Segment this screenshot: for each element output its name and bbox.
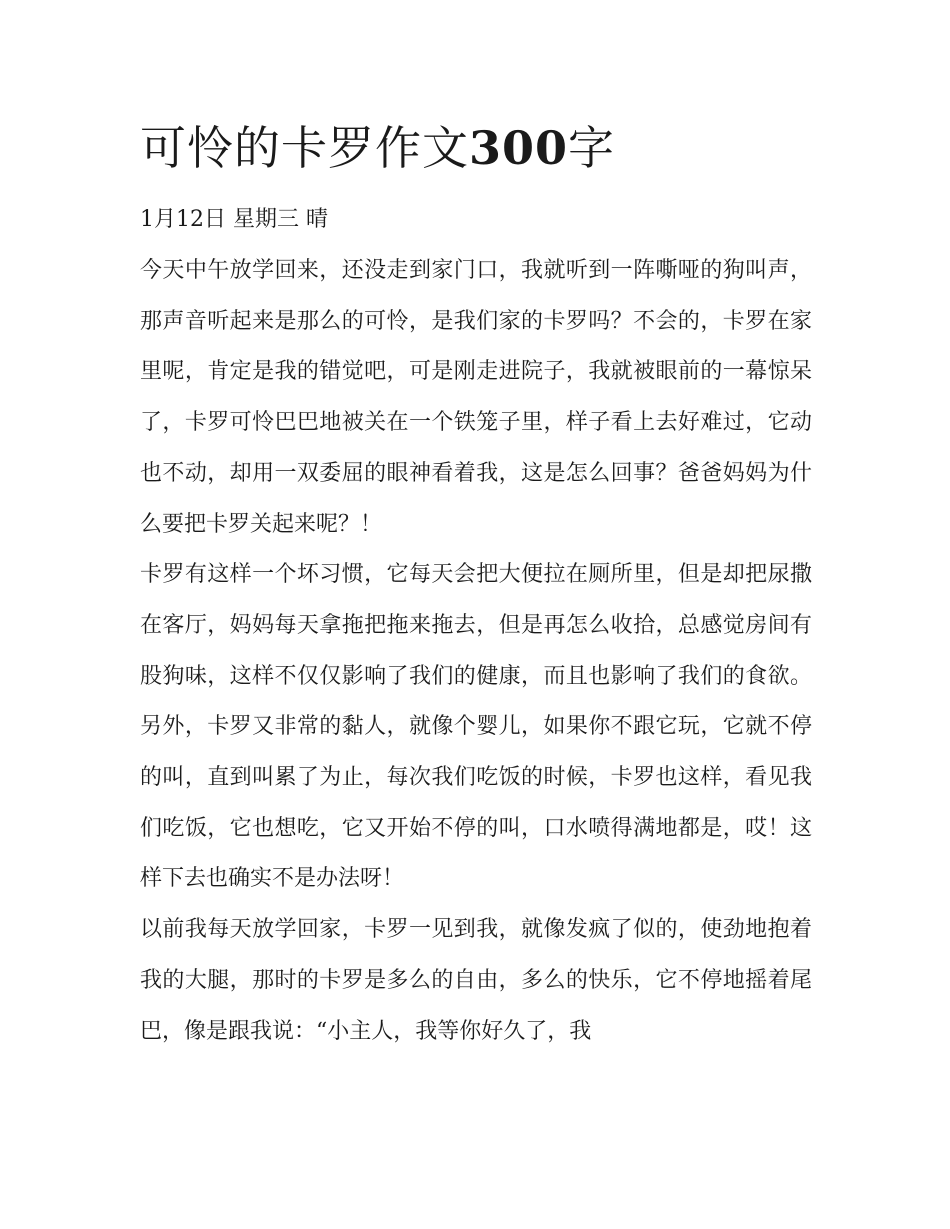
title-number: 300 <box>469 121 569 175</box>
document-page <box>140 118 812 1057</box>
date-line: 1月12日 星期三 晴 <box>140 207 328 232</box>
paragraph-2: 卡罗有这样一个坏习惯，它每天会把大便拉在厕所里，但是却把尿撒在客厅，妈妈每天拿拖把拖来拖去，但是再怎么收拾，总感觉房间有股狗味，这样不仅仅影响了我们的健康，而且也影响了我们的食欲。另外，卡罗又非常的黏人，就像个婴儿，如果你不跟它玩，它就不停的叫，直到叫累了为止，每次我们吃饭的时候，卡罗也这样，看见我们吃饭，它也想吃，它又开始不停的叫，口水喷得满地都是，哎！这样下去也确实不是办法呀！ <box>140 562 812 892</box>
page-title <box>140 118 812 178</box>
paragraph-1: 今天中午放学回来，还没走到家门口，我就听到一阵嘶哑的狗叫声，那声音听起来是那么的可怜，是我们家的卡罗吗？不会的，卡罗在家里呢，肯定是我的错觉吧，可是刚走进院子，我就被眼前的一幕惊呆了，卡罗可怜巴巴地被关在一个铁笼子里，样子看上去好难过，它动也不动，却用一双委屈的眼神看着我，这是怎么回事？爸爸妈妈为什么要把卡罗关起来呢？！ <box>140 258 812 537</box>
paragraph-3: 以前我每天放学回家，卡罗一见到我，就像发疯了似的，使劲地抱着我的大腿，那时的卡罗是多么的自由，多么的快乐，它不停地摇着尾巴，像是跟我说：“小主人，我等你好久了，我 <box>140 917 812 1044</box>
title-text: 可怜的卡罗作文 <box>140 121 469 175</box>
title-suffix: 字 <box>568 121 616 175</box>
